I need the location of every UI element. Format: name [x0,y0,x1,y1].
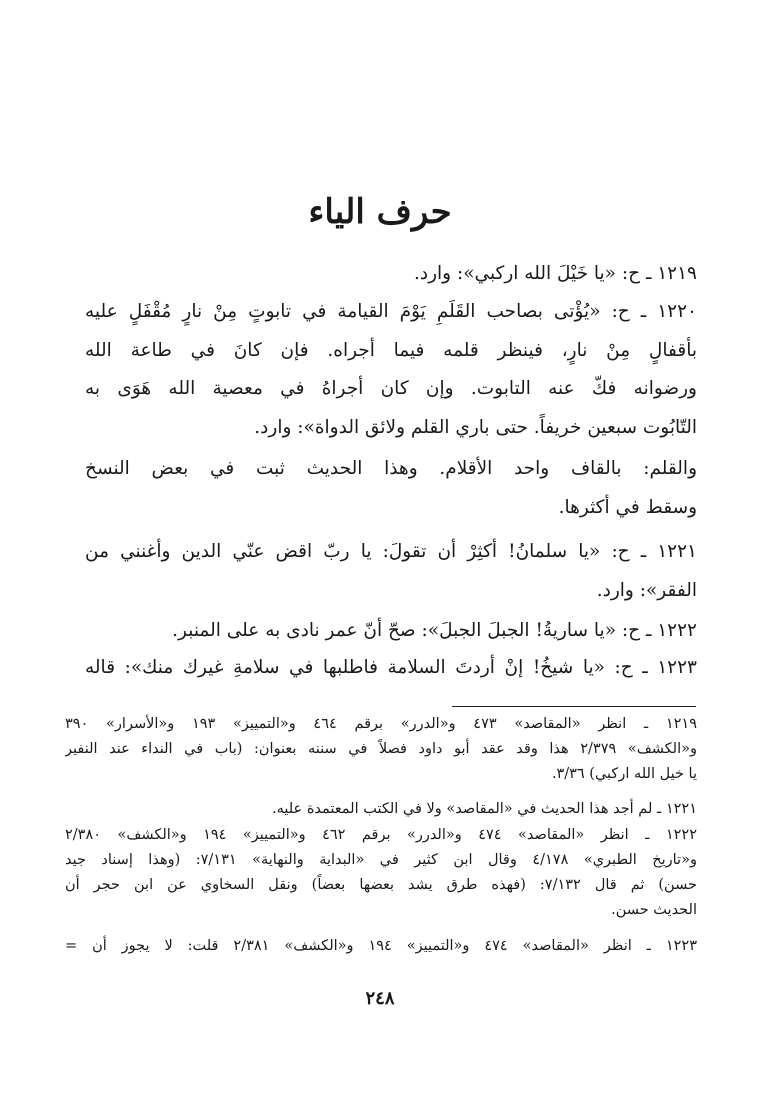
chapter-title: حرف الياء [308,192,452,232]
footnote-line: ١٢٢٢ ـ انظر «المقاصد» ٤٧٤ و«الدرر» برقم ٤٦٢ و«التمييز» ١٩٤ و«الكشف» ٢/٣٨٠ [65,827,697,843]
text-line: والقلم: بالقاف واحد الأقلام. وهذا الحديث ثبت في بعض النسخ [85,458,697,479]
entry-1222 [85,612,697,651]
text-line: ١٢٢٢ ـ ح: «يا ساريةُ! الجبلَ الجبلَ»: صحّ أنّ عمر نادى به على المنبر. [172,620,697,641]
footnote-line: ١٢٢٣ ـ انظر «المقاصد» ٤٧٤ و«التمييز» ١٩٤ و«الكشف» ٢/٣٨١ قلت: لا يجوز أن = [65,938,697,954]
footnote-1222 [65,823,697,923]
entry-1220-note [85,450,697,527]
text-line: ١٢٢٠ ـ ح: «يُؤْتى بصاحب القَلَمِ يَوْمَ القيامة في تابوتٍ مِنْ نارٍ مُقْفَلٍ عليه [85,301,697,322]
footnote-line: يا خيل الله اركبي) ٣/٣٦. [551,766,697,782]
text-line: ١٢٢١ ـ ح: «يا سلمانُ! أكثِرْ أن تقولَ: يا ربّ اقض عنّي الدين وأغنني من [85,541,697,562]
text-line: وسقط في أكثرها. [558,496,697,518]
footnote-line: حسن) ثم قال ٧/١٣٢: (فهذه طرق يشد بعضها بعضاً) ونقل السخاوي عن ابن حجر أن [65,877,697,893]
footnote-line: و«تاريخ الطبري» ٤/١٧٨ وقال ابن كثير في «البداية والنهاية» ٧/١٣١: (وهذا إسناد جيد [65,852,697,868]
entry-1223 [85,649,697,688]
footnote-1219 [65,712,697,787]
footnote-1221 [65,797,697,822]
footnote-line: و«الكشف» ٢/٣٧٩ هذا وقد عقد أبو داود فصلاً في سننه بعنوان: (باب في النداء عند النفير [65,741,697,757]
footnote-divider [452,706,696,707]
text-line: التّابُوت سبعين خريفاً. حتى باري القلم ولائق الدواة»: وارد. [254,416,697,438]
page-number: ٢٤٨ [365,988,395,1009]
text-line: ١٢١٩ ـ ح: «يا خَيْلَ الله اركبي»: وارد. [413,263,697,284]
entry-1219 [85,255,697,294]
footnote-line: ١٢١٩ ـ انظر «المقاصد» ٤٧٣ و«الدرر» برقم ٤٦٤ و«التمييز» ١٩٣ و«الأسرار» ٣٩٠ [65,716,697,732]
text-line: الفقر»: وارد. [596,579,697,601]
text-line: ورضوانه فكّ عنه التابوت. وإن كان أجراهُ في معصية الله هَوَى به [85,378,697,399]
footnote-line: الحديث حسن. [611,902,697,918]
footnote-1223 [65,934,697,959]
entry-1220 [85,293,697,447]
text-line: ١٢٢٣ ـ ح: «يا شيخُ! إنْ أردتَ السلامة فاطلبها في سلامةِ غيرك منك»: قاله [85,657,697,678]
entry-1221 [85,533,697,610]
text-line: بأقفالٍ مِنْ نارٍ، فينظر قلمه فيما أجراه. فإن كانَ في طاعة الله [85,339,697,361]
footnote-line: ١٢٢١ ـ لم أجد هذا الحديث في «المقاصد» ولا في الكتب المعتمدة عليه. [272,801,697,817]
